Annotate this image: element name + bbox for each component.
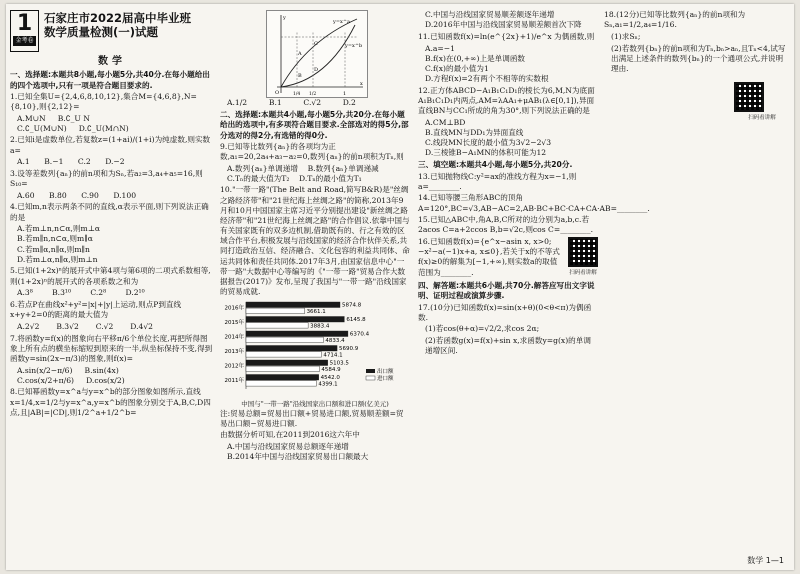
- label-C: C: [314, 41, 318, 47]
- option: A.1/2: [227, 98, 248, 107]
- question-4-options: [10, 224, 214, 265]
- question-1: [10, 92, 214, 112]
- curve-xa: [281, 19, 357, 87]
- trade-bar-chart: [220, 299, 408, 397]
- option: C.90: [81, 190, 99, 200]
- question-3: [10, 169, 214, 189]
- label-x: x: [360, 81, 363, 87]
- export-bar: [246, 345, 337, 351]
- question-9-options: [220, 164, 410, 184]
- bar-value-label: 6145.8: [346, 316, 366, 323]
- bar-value-label: 6370.4: [349, 331, 370, 338]
- question-8-text: 8.已知幂函数y=x^a与y=x^b的部分图象如图所示,直线x=1/4,x=1/2与y=x^a,y=x^b的图象分别交于A,B,C,D四点,且|AB|=|CD|,则1/2^a+1/2^b=: [10, 387, 211, 417]
- import-bar: [246, 308, 305, 314]
- question-10-prompt: 由数据分析可知,在2011到2016这六年中: [220, 430, 360, 440]
- question-3-text: 3.设等差数列{aₙ}的前n项和为Sₙ,若a₂=3,a₄+a₅=16,则S₁₀=: [10, 168, 203, 189]
- export-bar: [246, 316, 344, 322]
- question-6: [10, 300, 214, 320]
- question-17-part-2: (2)若函数g(x)=f(x)+sin x,求函数y=g(x)的单调递增区间.: [425, 336, 591, 356]
- option: B.−1: [44, 157, 64, 167]
- import-bar: [246, 380, 316, 386]
- page-footer: 数学 1—1: [747, 556, 784, 565]
- option: B.3¹⁰: [52, 288, 72, 298]
- question-2-text: 2.已知i是虚数单位,若复数z=(1+ai)/(1+i)为纯虚数,则实数a=: [10, 135, 211, 155]
- export-bar: [246, 302, 340, 308]
- import-bar: [246, 337, 323, 343]
- import-bar: [246, 351, 321, 357]
- label-xb: y=x^b: [345, 43, 363, 49]
- label-A: A: [298, 51, 302, 57]
- question-2: [10, 135, 214, 155]
- subject-heading: 数学: [98, 56, 126, 67]
- question-18: 18.(12分)已知等比数列{aₙ}的前n项和为Sₙ,a₁=1/2,a₄=1/16.: [604, 10, 746, 30]
- question-10-options-cont: [418, 10, 598, 30]
- exam-title: [44, 11, 191, 39]
- option: D.三棱锥B−A₁MN的体积可能为12: [425, 148, 547, 158]
- question-18-part-1: (1)求Sₙ;: [611, 31, 641, 41]
- option: B.f(x)在(0,+∞)上是单调函数: [425, 53, 526, 63]
- option: C.∁_U(M∪N): [17, 123, 67, 133]
- option: B.3√2: [56, 321, 79, 331]
- label-quarter: 1/4: [293, 92, 301, 97]
- exam-page: [6, 4, 794, 570]
- option: A.CM⊥BD: [425, 117, 466, 127]
- category-label: 2016年: [224, 305, 244, 312]
- legend-swatch-export: [366, 369, 375, 373]
- exam-header: [10, 10, 214, 52]
- option: C.√2: [303, 98, 322, 107]
- question-11: [418, 32, 598, 42]
- category-label: 2013年: [224, 348, 244, 355]
- option: C.Tₙ的最大值为T₂: [227, 173, 290, 183]
- option: A.数列{aₙ}单调递增: [227, 163, 298, 173]
- section-1-heading: 一、选择题:本题共8小题,每小题5分,共40分.在每小题给出的四个选项中,只有一项是符合题目要求的.: [10, 70, 210, 90]
- qr-block-18: [734, 82, 790, 123]
- category-label: 2012年: [224, 363, 244, 370]
- question-7: [10, 334, 214, 365]
- option: D.若m⊥α,n∥α,则m⊥n: [17, 254, 98, 264]
- option: B.2014年中国与沿线国家贸易出口额最大: [227, 452, 369, 462]
- option: C.cos(x/2+π/6): [17, 375, 75, 385]
- label-O: O: [275, 90, 280, 96]
- column-2: [220, 10, 410, 464]
- export-bar: [246, 331, 348, 337]
- question-18-part-2: (2)若数列{bₙ}的前n项和为Tₙ,bₙ>aₙ,且Tₙ<4,试写出满足上述条件的数列{bₙ}的一个通项公式,并说明理由.: [611, 43, 786, 73]
- question-11-text: 11.已知函数f(x)=ln(e^{2x}+1)/e^x 为偶函数,则: [418, 31, 595, 41]
- curve-xb: [281, 25, 355, 87]
- qr-code-icon[interactable]: [568, 237, 598, 267]
- category-label: 2015年: [224, 319, 244, 326]
- option: B.若m∥n,n⊂α,则m∥α: [17, 234, 93, 244]
- badge-number: 1: [16, 11, 33, 36]
- qr-code-icon[interactable]: [734, 82, 764, 112]
- qr-caption: 扫码看讲解: [748, 115, 776, 122]
- question-3-options: [10, 191, 214, 201]
- question-5: [10, 266, 214, 286]
- option: C.中国与沿线国家贸易顺差额逐年递增: [425, 10, 555, 19]
- bar-value-label: 3661.1: [306, 308, 326, 315]
- label-half: 1/2: [309, 92, 317, 97]
- question-7-options: [10, 366, 214, 386]
- question-10-options: [220, 442, 410, 462]
- section-4-heading: 四、解答题:本题共6小题,共70分.解答应写出文字说明、证明过程或演算步骤.: [418, 281, 595, 301]
- section-3-heading: 三、填空题:本题共4小题,每小题5分,共20分.: [418, 160, 573, 170]
- label-one: 1: [343, 91, 347, 97]
- column-4: [604, 10, 790, 123]
- section-2-heading: 二、选择题:本题共4小题,每小题5分,共20分.在每小题给出的选项中,有多项符合题目要求.全部选对的得5分,部分选对的得2分,有选错的得0分.: [220, 110, 409, 140]
- option: D.100: [113, 190, 137, 200]
- option: A.sin(x/2−π/6): [17, 365, 73, 375]
- bar-value-label: 3883.4: [310, 323, 330, 330]
- option: D.2016年中国与沿线国家贸易顺差额首次下降: [425, 20, 582, 30]
- option: D.方程f(x)=2有两个不相等的实数根: [425, 74, 549, 84]
- question-1-options: [10, 114, 214, 134]
- legend-swatch-import: [366, 376, 375, 380]
- option: B.直线MN与DD₁为异面直线: [425, 127, 524, 137]
- question-8: [10, 387, 214, 418]
- question-2-options: [10, 157, 214, 167]
- option: D.∁_U(M∩N): [78, 123, 129, 133]
- label-D: D: [314, 67, 319, 73]
- question-4-text: 4.已知m,n表示两条不同的直线,α表示平面,则下列说法正确的是: [10, 202, 209, 222]
- bar-value-label: 4833.4: [325, 337, 345, 344]
- chart-caption: 中国与"一带一路"沿线国家出口额和进口额(亿美元): [241, 399, 389, 408]
- option: D.2: [342, 98, 356, 107]
- option: D.−2: [105, 157, 125, 167]
- qr-block-16: [568, 237, 598, 279]
- option: A.中国与沿线国家贸易总额逐年递增: [227, 442, 349, 452]
- option: A.若m⊥n,n⊂α,则m⊥α: [17, 224, 100, 234]
- question-17: 17.(10分)已知函数f(x)=sin(x+θ)(0<θ<π)为偶函数.: [418, 302, 592, 322]
- title-line-2: 数学质量检测(一)试题: [44, 25, 159, 39]
- question-11-options: [418, 44, 598, 85]
- question-16: 16.已知函数f(x)={e^x−asin x, x>0; −x²−a(−1)x+a, x≤0},若关于x的不等式f(x)≥0的解集为[−1,+∞),则实数a的取值范围为________.: [418, 237, 560, 277]
- question-15: 15.已知△ABC中,角A,B,C所对的边分别为a,b,c.若2acos C=a+2ccos B,b=√2c,则cos C=________.: [418, 215, 594, 235]
- question-12-options: [418, 118, 598, 159]
- option: A.3⁸: [17, 288, 33, 298]
- option: A.M∪N: [17, 113, 46, 123]
- import-bar: [246, 366, 319, 372]
- badge-label: 金考卷: [13, 36, 36, 46]
- bar-value-label: 4584.9: [321, 366, 341, 373]
- option: A.1: [17, 157, 30, 167]
- bar-value-label: 5874.8: [341, 302, 362, 309]
- export-bar: [246, 374, 319, 380]
- question-12-text: 12.正方体ABCD−A₁B₁C₁D₁的棱长为6,M,N为底面A₁B₁C₁D₁内两点,AM=λAA₁+μAB₁(λ∈[0,1]),异面直线BN与CC₁所成的角为30°,则下列说法正确的是: [418, 85, 595, 116]
- option: C.若m∥α,n∥α,则m∥n: [17, 244, 90, 254]
- question-6-text: 6.若点P在曲线x²+y²=|x|+|y|上运动,则点P到直线x+y+2=0的距离的最大值为: [10, 300, 182, 320]
- question-13: 13.已知抛物线C:y²=ax的准线方程为x=−1,则a=________.: [418, 171, 577, 191]
- option: B.sin(4x): [84, 365, 119, 375]
- option: C.2⁸: [90, 288, 107, 298]
- bar-value-label: 4542.0: [320, 374, 340, 381]
- question-1-text: 1.已知全集U={2,4,6,8,10,12},集合M={4,6,8},N={8,10},则{2,12}=: [10, 91, 197, 111]
- question-17-part-1: (1)若cos(θ+α)=√2/2,求cos 2α;: [425, 324, 540, 334]
- option: B.1: [268, 98, 282, 107]
- option: C.√2: [95, 321, 114, 331]
- column-1: [10, 10, 214, 419]
- question-5-options: [10, 288, 214, 298]
- label-B: B: [298, 73, 302, 79]
- legend-export-label: 出口额: [377, 368, 394, 375]
- option: D.cos(x/2): [86, 375, 125, 385]
- label-xa: y=x^a: [333, 19, 351, 25]
- question-14: 14.已知等腰三角形ABC的顶角A=120°,BC=√3,AB−AC=2,AB·BC+BC·CA+CA·AB=________.: [418, 193, 650, 213]
- import-bar: [246, 322, 308, 328]
- qr-caption: 扫码看讲解: [569, 270, 597, 277]
- bar-value-label: 5103.5: [329, 360, 349, 367]
- question-4: [10, 202, 214, 222]
- option: A.60: [17, 190, 35, 200]
- question-10: [220, 185, 410, 297]
- question-9-text: 9.已知等比数列{aₙ}的各项均为正数,a₁=20,2a₄+a₃−a₂=0,数列{aₙ}的前n项积为Tₙ,则: [220, 141, 404, 161]
- question-5-text: 5.已知(1+2x)ⁿ的展开式中第4项与第6项的二项式系数相等,则(1+2x)ⁿ的展开式的各项系数之和为: [10, 266, 211, 286]
- question-6-options: [10, 322, 214, 332]
- option: A.2√2: [17, 321, 40, 331]
- bar-value-label: 5690.9: [339, 345, 359, 352]
- label-y: y: [283, 15, 286, 21]
- question-9: [220, 142, 410, 162]
- question-16-block: [418, 237, 598, 279]
- option: C.f(x)的最小值为1: [425, 63, 489, 73]
- category-label: 2011年: [224, 377, 244, 384]
- power-function-graph: [266, 10, 368, 98]
- option: D.Tₙ的最小值为T₁: [299, 173, 362, 183]
- question-12: [418, 86, 598, 117]
- legend-import-label: 进口额: [377, 375, 394, 382]
- bar-value-label: 4714.1: [323, 352, 343, 359]
- question-7-text: 7.将函数y=f(x)的图象向右平移π/6个单位长度,再把所得图象上所有点的横坐标缩短到原来的一半,纵坐标保持不变,得到函数y=sin(2x−π/3)的图象,则f(x)=: [10, 333, 213, 363]
- export-bar: [246, 360, 328, 366]
- question-8-options: [220, 98, 410, 108]
- question-10-text: 10."一带一路"(The Belt and Road,简写B&R)是"丝绸之路经济带"和"21世纪海上丝绸之路"的简称,2013年9月和10月中国国家主席习近平分别提出建设"新丝绸之路经济带"和"21世纪海上丝绸之路"的合作倡议.依靠中国与有关国家既有的双多边机制,借助既有的、行之有效的区域合作平台,积极发展与沿线国家的经济合作伙伴关系,共同打造政治互信、经济融合、文化包容的利益共同体、命运共同体和责任共同体.2017年3月,由国家信息中心"一带一路"大数据中心等编写的《"一带一路"贸易合作大数据报告(2017)》发布,呈现了我国与"一带一路"沿线国家的贸易成就.: [220, 185, 410, 297]
- option: A.a=−1: [425, 43, 455, 53]
- bar-value-label: 4399.1: [318, 381, 338, 388]
- option: B.∁_U N: [57, 113, 90, 123]
- option: B.数列{aₙ}单调递减: [307, 163, 379, 173]
- option: D.2¹⁰: [125, 288, 145, 298]
- option: B.80: [49, 190, 67, 200]
- trade-note: 注:贸易总额=贸易出口额+贸易进口额,贸易顺差额=贸易出口额−贸易进口额.: [220, 408, 404, 428]
- title-line-1: 石家庄市2022届高中毕业班: [44, 11, 192, 25]
- option: C.线段MN长度的最小值为3√2−2√3: [425, 138, 552, 148]
- option: D.4√2: [130, 321, 153, 331]
- category-label: 2014年: [224, 334, 244, 341]
- option: C.2: [77, 157, 91, 167]
- volume-badge: [10, 10, 39, 52]
